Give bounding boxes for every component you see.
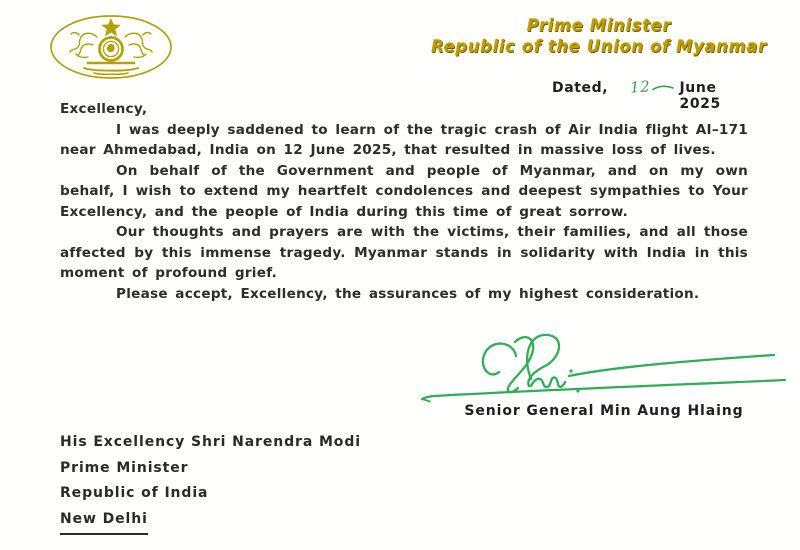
recipient-city: New Delhi <box>60 507 148 536</box>
date-month-year: June 2025 <box>679 80 721 112</box>
myanmar-state-seal-icon <box>48 13 174 81</box>
signature-ink-icon <box>418 328 790 404</box>
recipient-country: Republic of India <box>60 485 209 501</box>
paragraph-3: Our thoughts and prayers are with the victims, their families, and all those affected by this immense tragedy. Myanmar stands in solidarity with India in this moment of profound grief. <box>60 224 748 281</box>
salutation: Excellency, <box>60 101 148 117</box>
paragraph-2: On behalf of the Government and people of Myanmar, and on my own behalf, I wish to extend my heartfelt condolences and deepest sympathies to Your Excellency, and the people of India during this time of great sorrow. <box>60 162 748 220</box>
letterhead-title: Prime Minister <box>526 16 672 35</box>
recipient-name: His Excellency Shri Narendra Modi <box>60 434 361 450</box>
closing-line: Please accept, Excellency, the assurances of my highest consideration. <box>116 285 700 302</box>
letterhead <box>415 15 783 58</box>
handwritten-dash-icon <box>652 80 674 96</box>
date-label: Dated, <box>552 80 609 96</box>
letterhead-subtitle: Republic of the Union of Myanmar <box>431 37 767 56</box>
signer-name: Senior General Min Aung Hlaing <box>464 403 744 419</box>
recipient-title: Prime Minister <box>60 459 189 476</box>
handwritten-day: 12 <box>629 77 652 97</box>
letter-body <box>60 99 748 304</box>
recipient-address <box>60 430 361 535</box>
paragraph-1: I was deeply saddened to learn of the tragic crash of Air India flight AI–171 near Ahmedabad, India on 12 June 2025, that resulted in massive loss of lives. <box>60 121 748 158</box>
